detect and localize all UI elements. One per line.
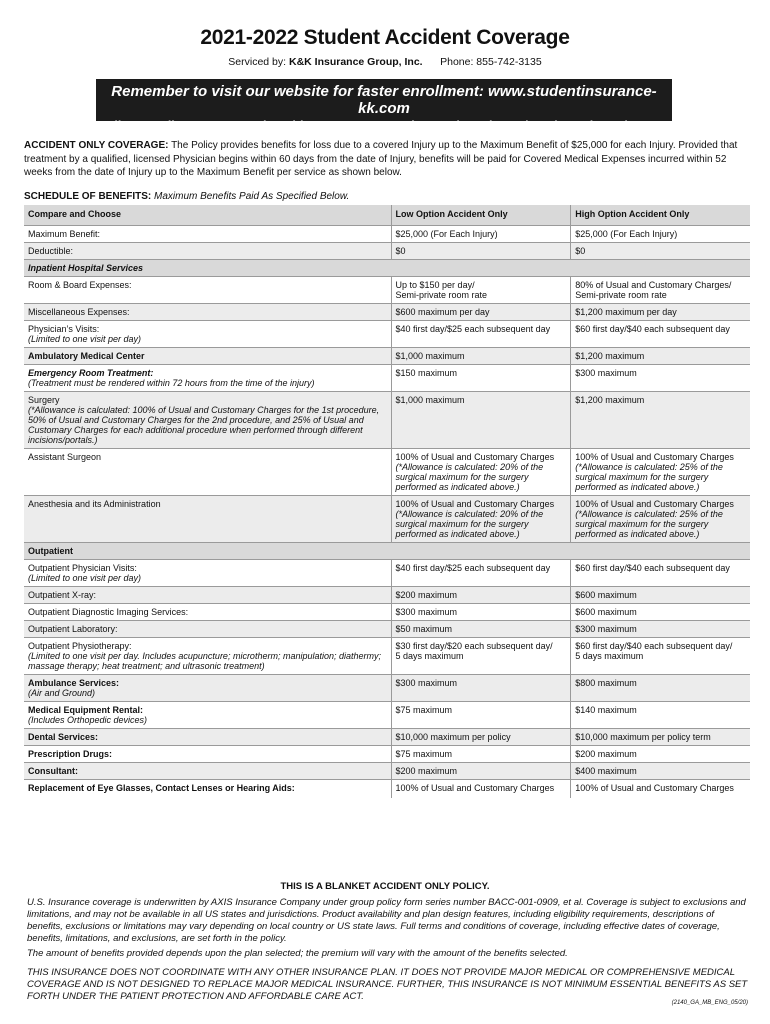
high-option-value: $400 maximum xyxy=(575,766,637,776)
benefit-label-cell xyxy=(24,243,391,260)
underwriting-paragraph: U.S. Insurance coverage is underwritten by AXIS Insurance Company under group policy form series number BACC-001-0909, et al. Coverage is subject to exclusions and limitations, and may not be available in all US states and jurisdictions. Product availability and plan design features, including eligibility requirements, descriptions of benefits, exclusions or limitations may vary depending on local country or US state laws. Full terms and conditions of coverage, including effective dates of coverage, benefits, limitations, and exclusions, are set forth in the policy. xyxy=(27,897,746,944)
table-row xyxy=(24,304,750,321)
high-option-value: $1,200 maximum xyxy=(575,395,645,405)
low-option-value-cell xyxy=(391,560,571,587)
high-option-value-cell xyxy=(571,638,750,675)
high-option-value-cell xyxy=(571,226,750,243)
benefit-label: Miscellaneous Expenses: xyxy=(28,307,130,317)
low-option-value: $75 maximum xyxy=(395,705,453,715)
table-row xyxy=(24,763,750,780)
benefit-label-cell xyxy=(24,226,391,243)
allowance-note: (*Allowance is calculated: 20% of the surgical maximum for the surgery performed as indicated above.) xyxy=(395,462,544,492)
benefit-label-cell xyxy=(24,365,391,392)
section-row xyxy=(24,543,750,560)
low-option-value-cell xyxy=(391,365,571,392)
benefit-label-cell xyxy=(24,746,391,763)
high-option-value: $800 maximum xyxy=(575,678,637,688)
benefit-note: (Air and Ground) xyxy=(28,688,96,698)
table-row xyxy=(24,638,750,675)
low-option-value-cell xyxy=(391,277,571,304)
benefit-label: Outpatient Physiotherapy: xyxy=(28,641,132,651)
benefit-label-cell xyxy=(24,621,391,638)
table-header-cell: Compare and Choose xyxy=(24,205,391,226)
allowance-note: (*Allowance is calculated: 25% of the surgical maximum for the surgery performed as indicated above.) xyxy=(575,462,723,492)
benefit-label-cell xyxy=(24,496,391,543)
low-option-value: $40 first day/$25 each subsequent day xyxy=(395,563,551,573)
benefit-label-cell xyxy=(24,348,391,365)
high-option-value-cell xyxy=(571,243,750,260)
benefit-label-cell xyxy=(24,729,391,746)
high-option-value: 80% of Usual and Customary Charges/ Semi-private room rate xyxy=(575,280,732,300)
table-row xyxy=(24,243,750,260)
low-option-value-cell xyxy=(391,392,571,449)
high-option-value-cell xyxy=(571,780,750,799)
intro-label: ACCIDENT ONLY COVERAGE: xyxy=(24,140,169,151)
serviced-by-line xyxy=(0,56,770,68)
table-row xyxy=(24,496,750,543)
low-option-value: $200 maximum xyxy=(395,766,458,776)
low-option-value-cell xyxy=(391,621,571,638)
low-option-value-cell xyxy=(391,675,571,702)
page-title: 2021-2022 Student Accident Coverage xyxy=(200,26,570,49)
high-option-value: 100% of Usual and Customary Charges xyxy=(575,783,734,793)
high-option-value: $300 maximum xyxy=(575,368,637,378)
high-option-value: $60 first day/$40 each subsequent day xyxy=(575,324,730,334)
enrollment-banner xyxy=(96,79,672,133)
low-option-value: $50 maximum xyxy=(395,624,453,634)
low-option-value-cell xyxy=(391,780,571,799)
benefit-label: Outpatient Laboratory: xyxy=(28,624,118,634)
benefit-label-cell xyxy=(24,763,391,780)
low-option-value: $75 maximum xyxy=(395,749,453,759)
low-option-value: $600 maximum per day xyxy=(395,307,490,317)
table-row xyxy=(24,365,750,392)
low-option-value: $0 xyxy=(395,246,406,256)
table-header-row xyxy=(24,205,750,226)
coverage-intro xyxy=(24,139,750,180)
high-option-value: $200 maximum xyxy=(575,749,637,759)
benefit-label-cell xyxy=(24,560,391,587)
high-option-value-cell xyxy=(571,604,750,621)
low-option-value: 100% of Usual and Customary Charges xyxy=(395,783,555,793)
high-option-value-cell xyxy=(571,496,750,543)
high-option-value: $600 maximum xyxy=(575,607,637,617)
high-option-value: 100% of Usual and Customary Charges xyxy=(575,452,734,462)
low-option-value-cell xyxy=(391,702,571,729)
table-row xyxy=(24,321,750,348)
serviced-by-label: Serviced by: xyxy=(228,56,287,68)
low-option-value: $40 first day/$25 each subsequent day xyxy=(395,324,551,334)
table-row xyxy=(24,746,750,763)
benefit-label: Assistant Surgeon xyxy=(28,452,102,462)
allowance-note: (*Allowance is calculated: 25% of the surgical maximum for the surgery performed as indicated above.) xyxy=(575,509,723,539)
table-row xyxy=(24,702,750,729)
section-row xyxy=(24,260,750,277)
benefit-label: Consultant: xyxy=(28,766,78,776)
table-row xyxy=(24,392,750,449)
low-option-value: $150 maximum xyxy=(395,368,458,378)
high-option-value-cell xyxy=(571,365,750,392)
table-row xyxy=(24,587,750,604)
schedule-text: Maximum Benefits Paid As Specified Below. xyxy=(151,191,350,202)
phone-number: Phone: 855-742-3135 xyxy=(440,56,542,68)
high-option-value: $25,000 (For Each Injury) xyxy=(575,229,678,239)
benefit-label: Replacement of Eye Glasses, Contact Lenses or Hearing Aids: xyxy=(28,783,295,793)
high-option-value: $300 maximum xyxy=(575,624,637,634)
benefit-label-cell xyxy=(24,638,391,675)
benefit-label: Anesthesia and its Administration xyxy=(28,499,161,509)
low-option-value-cell xyxy=(391,348,571,365)
banner-website-line: Remember to visit our website for faster enrollment: www.studentinsurance-kk.com xyxy=(111,83,657,117)
form-code: (2140_GA_MB_ENG_05/20) xyxy=(671,1000,748,1006)
section-title: Outpatient xyxy=(24,543,750,560)
table-header-cell: Low Option Accident Only xyxy=(391,205,571,226)
table-row xyxy=(24,675,750,702)
high-option-value: $1,200 maximum per day xyxy=(575,307,677,317)
low-option-value: $1,000 maximum xyxy=(395,351,465,361)
low-option-value: $1,000 maximum xyxy=(395,395,465,405)
banner-enrollment-line: Online Enrollment—Secured Accident Coverage can be purchased any time throughout the year. xyxy=(97,119,671,133)
benefit-label: Room & Board Expenses: xyxy=(28,280,132,290)
low-option-value-cell xyxy=(391,243,571,260)
benefit-note: (Limited to one visit per day) xyxy=(28,334,142,344)
low-option-value-cell xyxy=(391,746,571,763)
benefit-label-cell xyxy=(24,304,391,321)
low-option-value-cell xyxy=(391,763,571,780)
table-row xyxy=(24,348,750,365)
schedule-heading xyxy=(24,191,349,202)
high-option-value-cell xyxy=(571,449,750,496)
low-option-value-cell xyxy=(391,304,571,321)
benefit-label: Outpatient Physician Visits: xyxy=(28,563,137,573)
benefit-note: (*Allowance is calculated: 100% of Usual and Customary Charges for the 1st procedure, 50% of Usual and Customary Charges for the 2nd procedure, and 25% of Usual and Customary Charges for each additional procedure when performed through different incisions/portals.) xyxy=(28,405,380,445)
high-option-value: $60 first day/$40 each subsequent day xyxy=(575,563,730,573)
low-option-value-cell xyxy=(391,604,571,621)
benefit-label: Maximum Benefit: xyxy=(28,229,101,239)
high-option-value: $0 xyxy=(575,246,586,256)
high-option-value-cell xyxy=(571,560,750,587)
benefit-label-cell xyxy=(24,587,391,604)
serviced-by-value: K&K Insurance Group, Inc. xyxy=(288,56,423,68)
low-option-value: $30 first day/$20 each subsequent day/ 5 days maximum xyxy=(395,641,553,661)
low-option-value-cell xyxy=(391,321,571,348)
high-option-value-cell xyxy=(571,277,750,304)
benefit-label: Deductible: xyxy=(28,246,74,256)
benefit-label: Ambulance Services: xyxy=(28,678,120,688)
benefit-label: Dental Services: xyxy=(28,732,99,742)
benefit-label: Outpatient X-ray: xyxy=(28,590,97,600)
benefit-label: Medical Equipment Rental: xyxy=(28,705,144,715)
benefit-label: Physician’s Visits: xyxy=(28,324,100,334)
allowance-note: (*Allowance is calculated: 20% of the surgical maximum for the surgery performed as indicated above.) xyxy=(395,509,544,539)
high-option-value-cell xyxy=(571,321,750,348)
benefit-label-cell xyxy=(24,780,391,799)
benefit-label-cell xyxy=(24,702,391,729)
schedule-label: SCHEDULE OF BENEFITS: xyxy=(24,191,152,202)
benefit-label-cell xyxy=(24,604,391,621)
table-header-cell: High Option Accident Only xyxy=(571,205,750,226)
low-option-value: 100% of Usual and Customary Charges xyxy=(395,499,555,509)
high-option-value: $600 maximum xyxy=(575,590,637,600)
low-option-value: $10,000 maximum per policy xyxy=(395,732,511,742)
benefit-label: Emergency Room Treatment: xyxy=(28,368,154,378)
low-option-value: 100% of Usual and Customary Charges xyxy=(395,452,555,462)
high-option-value-cell xyxy=(571,763,750,780)
low-option-value: $25,000 (For Each Injury) xyxy=(395,229,498,239)
high-option-value: $60 first day/$40 each subsequent day/ 5 days maximum xyxy=(575,641,733,661)
intro-text: The Policy provides benefits for loss due to a covered Injury up to the Maximum Benefit of $25,000 for each Injury. Provided that treatment by a qualified, licensed Physician begins within 60 days from the date of Injury, benefits will be paid for Covered Medical Expenses incurred within 52 weeks from the date of Injury up to the Maximum Benefit per service as shown below. xyxy=(24,140,738,178)
high-option-value-cell xyxy=(571,392,750,449)
high-option-value: $1,200 maximum xyxy=(575,351,645,361)
benefit-note: (Treatment must be rendered within 72 hours from the time of the injury) xyxy=(28,378,315,388)
table-row xyxy=(24,560,750,587)
benefit-note: (Includes Orthopedic devices) xyxy=(28,715,148,725)
benefit-note: (Limited to one visit per day. Includes acupuncture; microtherm; manipulation; diathermy; massage therapy; heat treatment; and ultrasonic treatment) xyxy=(28,651,381,671)
low-option-value-cell xyxy=(391,638,571,675)
high-option-value-cell xyxy=(571,729,750,746)
high-option-value-cell xyxy=(571,746,750,763)
low-option-value: $300 maximum xyxy=(395,678,458,688)
benefit-label: Outpatient Diagnostic Imaging Services: xyxy=(28,607,189,617)
low-option-value-cell xyxy=(391,587,571,604)
high-option-value-cell xyxy=(571,702,750,729)
benefit-label: Prescription Drugs: xyxy=(28,749,113,759)
table-row xyxy=(24,604,750,621)
high-option-value: 100% of Usual and Customary Charges xyxy=(575,499,734,509)
benefits-table xyxy=(24,205,750,798)
high-option-value-cell xyxy=(571,675,750,702)
high-option-value-cell xyxy=(571,348,750,365)
table-row xyxy=(24,621,750,638)
low-option-value: $300 maximum xyxy=(395,607,458,617)
low-option-value-cell xyxy=(391,729,571,746)
benefit-label-cell xyxy=(24,321,391,348)
benefit-label-cell xyxy=(24,277,391,304)
benefit-label-cell xyxy=(24,392,391,449)
benefit-label-cell xyxy=(24,675,391,702)
high-option-value-cell xyxy=(571,304,750,321)
benefit-amount-paragraph: The amount of benefits provided depends upon the plan selected; the premium will vary with the amount of the benefits selected. xyxy=(27,948,568,959)
high-option-value: $140 maximum xyxy=(575,705,637,715)
table-row xyxy=(24,277,750,304)
benefit-label-cell xyxy=(24,449,391,496)
benefit-note: (Limited to one visit per day) xyxy=(28,573,142,583)
low-option-value: $200 maximum xyxy=(395,590,458,600)
low-option-value-cell xyxy=(391,226,571,243)
table-row xyxy=(24,226,750,243)
section-title: Inpatient Hospital Services xyxy=(24,260,750,277)
high-option-value-cell xyxy=(571,587,750,604)
table-row xyxy=(24,449,750,496)
high-option-value-cell xyxy=(571,621,750,638)
high-option-value: $10,000 maximum per policy term xyxy=(575,732,711,742)
low-option-value-cell xyxy=(391,496,571,543)
low-option-value-cell xyxy=(391,449,571,496)
benefit-label: Ambulatory Medical Center xyxy=(28,351,145,361)
coordination-disclaimer: THIS INSURANCE DOES NOT COORDINATE WITH ANY OTHER INSURANCE PLAN. IT DOES NOT PROVIDE MAJOR MEDICAL OR COMPREHENSIVE MEDICAL COVERAGE AND IS NOT DESIGNED TO REPLACE MAJOR MEDICAL INSURANCE. FURTHER, THIS INSURANCE IS NOT MINIMUM ESSENTIAL BENEFITS AS SET FORTH UNDER THE PATIENT PROTECTION AND AFFORDABLE CARE ACT. xyxy=(27,967,748,1002)
low-option-value: Up to $150 per day/ Semi-private room rate xyxy=(395,280,488,300)
blanket-policy-notice: THIS IS A BLANKET ACCIDENT ONLY POLICY. xyxy=(280,881,490,892)
table-row xyxy=(24,729,750,746)
table-row xyxy=(24,780,750,799)
benefit-label: Surgery xyxy=(28,395,60,405)
